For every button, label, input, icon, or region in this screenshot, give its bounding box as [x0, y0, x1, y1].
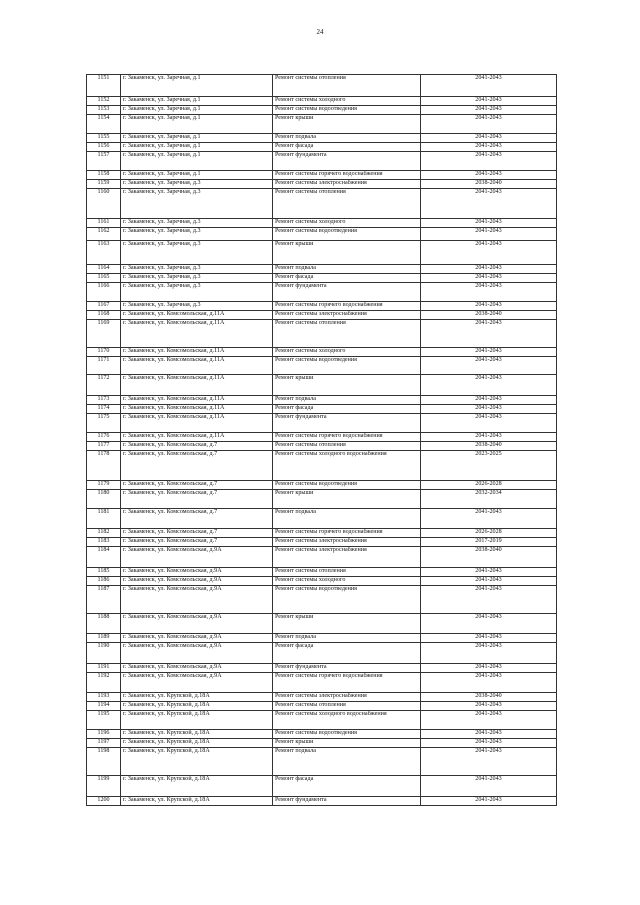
row-number-cell: 1189: [87, 634, 121, 643]
work-type-cell: Ремонт фасада: [273, 274, 421, 283]
address-cell: г. Закаменск, ул. Комсомольская, д.9А: [121, 577, 273, 586]
years-cell: 2041-2043: [421, 283, 557, 302]
work-type-cell: Ремонт системы горячего водоснабжения: [273, 433, 421, 442]
work-type-cell: Ремонт фасада: [273, 643, 421, 664]
table-row: [87, 451, 557, 481]
table-row: [87, 433, 557, 442]
row-number-cell: 1171: [87, 357, 121, 375]
table-row: [87, 115, 557, 134]
table-row: [87, 180, 557, 189]
work-type-cell: Ремонт фасада: [273, 776, 421, 797]
years-cell: 2041-2043: [421, 75, 557, 97]
address-cell: г. Закаменск, ул. Заречная, д.3: [121, 265, 273, 274]
work-type-cell: Ремонт системы отопления: [273, 320, 421, 348]
work-type-cell: Ремонт системы электроснабжения: [273, 693, 421, 702]
row-number-cell: 1186: [87, 577, 121, 586]
table-row: [87, 274, 557, 283]
work-type-cell: Ремонт крыши: [273, 614, 421, 634]
years-cell: 2038-2040: [421, 180, 557, 189]
years-cell: 2041-2043: [421, 634, 557, 643]
row-number-cell: 1163: [87, 241, 121, 265]
table-row: [87, 219, 557, 228]
years-cell: 2041-2043: [421, 106, 557, 115]
table-row: [87, 776, 557, 797]
address-cell: г. Закаменск, ул. Комсомольская, д.7: [121, 442, 273, 451]
years-cell: 2041-2043: [421, 241, 557, 265]
address-cell: г. Закаменск, ул. Комсомольская, д.7: [121, 509, 273, 529]
row-number-cell: 1156: [87, 143, 121, 152]
row-number-cell: 1166: [87, 283, 121, 302]
work-type-cell: Ремонт крыши: [273, 241, 421, 265]
work-type-cell: Ремонт подвала: [273, 634, 421, 643]
address-cell: г. Закаменск, ул. Заречная, д.3: [121, 302, 273, 311]
row-number-cell: 1183: [87, 538, 121, 547]
address-cell: г. Закаменск, ул. Комсомольская, д.9А: [121, 568, 273, 577]
work-type-cell: Ремонт системы водоотведения: [273, 586, 421, 614]
row-number-cell: 1187: [87, 586, 121, 614]
row-number-cell: 1178: [87, 451, 121, 481]
row-number-cell: 1170: [87, 348, 121, 357]
table-row: [87, 134, 557, 143]
years-cell: 2041-2043: [421, 375, 557, 396]
work-type-cell: Ремонт системы водоотведения: [273, 106, 421, 115]
table-row: [87, 547, 557, 568]
years-cell: 2017-2019: [421, 538, 557, 547]
row-number-cell: 1188: [87, 614, 121, 634]
table-row: [87, 171, 557, 180]
address-cell: г. Закаменск, ул. Комсомольская, д.11А: [121, 414, 273, 433]
table-row: [87, 586, 557, 614]
address-cell: г. Закаменск, ул. Комсомольская, д.11А: [121, 357, 273, 375]
table-row: [87, 265, 557, 274]
address-cell: г. Закаменск, ул. Комсомольская, д.11А: [121, 311, 273, 320]
table-row: [87, 702, 557, 711]
years-cell: 2041-2043: [421, 152, 557, 171]
table-row: [87, 577, 557, 586]
table-row: [87, 75, 557, 97]
address-cell: г. Закаменск, ул. Заречная, д.1: [121, 152, 273, 171]
years-cell: 2041-2043: [421, 433, 557, 442]
row-number-cell: 1179: [87, 481, 121, 490]
years-cell: 2026-2028: [421, 529, 557, 538]
years-cell: 2041-2043: [421, 414, 557, 433]
years-cell: 2041-2043: [421, 134, 557, 143]
address-cell: г. Закаменск, ул. Комсомольская, д.11А: [121, 348, 273, 357]
work-type-cell: Ремонт системы электроснабжения: [273, 311, 421, 320]
address-cell: г. Закаменск, ул. Комсомольская, д.9А: [121, 673, 273, 693]
years-cell: 2041-2043: [421, 219, 557, 228]
years-cell: 2038-2040: [421, 547, 557, 568]
address-cell: г. Закаменск, ул. Комсомольская, д.7: [121, 538, 273, 547]
row-number-cell: 1177: [87, 442, 121, 451]
address-cell: г. Закаменск, ул. Заречная, д.1: [121, 97, 273, 106]
work-type-cell: Ремонт системы отопления: [273, 189, 421, 219]
address-cell: г. Закаменск, ул. Заречная, д.1: [121, 75, 273, 97]
address-cell: г. Закаменск, ул. Заречная, д.3: [121, 189, 273, 219]
row-number-cell: 1159: [87, 180, 121, 189]
table-row: [87, 302, 557, 311]
work-type-cell: Ремонт системы горячего водоснабжения: [273, 529, 421, 538]
work-type-cell: Ремонт крыши: [273, 739, 421, 748]
work-type-cell: Ремонт системы холодного водоснабжения: [273, 711, 421, 730]
address-cell: г. Закаменск, ул. Заречная, д.3: [121, 241, 273, 265]
work-type-cell: Ремонт фундамента: [273, 664, 421, 673]
address-cell: г. Закаменск, ул. Заречная, д.3: [121, 274, 273, 283]
work-type-cell: Ремонт системы холодного водоснабжения: [273, 451, 421, 481]
table-row: [87, 643, 557, 664]
table-row: [87, 739, 557, 748]
row-number-cell: 1198: [87, 748, 121, 776]
table-row: [87, 509, 557, 529]
table-row: [87, 481, 557, 490]
years-cell: 2041-2043: [421, 396, 557, 405]
row-number-cell: 1154: [87, 115, 121, 134]
years-cell: 2026-2028: [421, 481, 557, 490]
repair-schedule-table: [86, 74, 557, 806]
address-cell: г. Закаменск, ул. Крупской, д.18А: [121, 797, 273, 806]
row-number-cell: 1172: [87, 375, 121, 396]
address-cell: г. Закаменск, ул. Заречная, д.1: [121, 171, 273, 180]
table-row: [87, 143, 557, 152]
table-row: [87, 357, 557, 375]
years-cell: 2041-2043: [421, 614, 557, 634]
address-cell: г. Закаменск, ул. Комсомольская, д.9А: [121, 634, 273, 643]
table-row: [87, 375, 557, 396]
row-number-cell: 1161: [87, 219, 121, 228]
row-number-cell: 1184: [87, 547, 121, 568]
address-cell: г. Закаменск, ул. Комсомольская, д.11А: [121, 320, 273, 348]
work-type-cell: Ремонт системы холодного: [273, 577, 421, 586]
work-type-cell: Ремонт фундамента: [273, 797, 421, 806]
row-number-cell: 1155: [87, 134, 121, 143]
table-row: [87, 311, 557, 320]
row-number-cell: 1191: [87, 664, 121, 673]
table-row: [87, 614, 557, 634]
address-cell: г. Закаменск, ул. Комсомольская, д.7: [121, 529, 273, 538]
table-row: [87, 568, 557, 577]
row-number-cell: 1185: [87, 568, 121, 577]
years-cell: 2041-2043: [421, 274, 557, 283]
years-cell: 2041-2043: [421, 586, 557, 614]
address-cell: г. Закаменск, ул. Комсомольская, д.11А: [121, 396, 273, 405]
years-cell: 2041-2043: [421, 643, 557, 664]
work-type-cell: Ремонт подвала: [273, 134, 421, 143]
table-row: [87, 730, 557, 739]
row-number-cell: 1199: [87, 776, 121, 797]
work-type-cell: Ремонт системы водоотведения: [273, 357, 421, 375]
work-type-cell: Ремонт подвала: [273, 396, 421, 405]
row-number-cell: 1165: [87, 274, 121, 283]
address-cell: г. Закаменск, ул. Комсомольская, д.11А: [121, 433, 273, 442]
table-row: [87, 414, 557, 433]
row-number-cell: 1176: [87, 433, 121, 442]
work-type-cell: Ремонт фундамента: [273, 152, 421, 171]
address-cell: г. Закаменск, ул. Крупской, д.18А: [121, 711, 273, 730]
row-number-cell: 1194: [87, 702, 121, 711]
table-row: [87, 348, 557, 357]
row-number-cell: 1193: [87, 693, 121, 702]
work-type-cell: Ремонт крыши: [273, 490, 421, 509]
address-cell: г. Закаменск, ул. Комсомольская, д.9А: [121, 614, 273, 634]
work-type-cell: Ремонт подвала: [273, 509, 421, 529]
address-cell: г. Закаменск, ул. Комсомольская, д.9А: [121, 547, 273, 568]
table-row: [87, 283, 557, 302]
address-cell: г. Закаменск, ул. Крупской, д.18А: [121, 776, 273, 797]
table-row: [87, 189, 557, 219]
row-number-cell: 1180: [87, 490, 121, 509]
row-number-cell: 1168: [87, 311, 121, 320]
table-row: [87, 711, 557, 730]
table-row: [87, 673, 557, 693]
address-cell: г. Закаменск, ул. Заречная, д.1: [121, 143, 273, 152]
table-row: [87, 396, 557, 405]
years-cell: 2041-2043: [421, 797, 557, 806]
work-type-cell: Ремонт фасада: [273, 143, 421, 152]
row-number-cell: 1195: [87, 711, 121, 730]
years-cell: 2041-2043: [421, 776, 557, 797]
row-number-cell: 1167: [87, 302, 121, 311]
work-type-cell: Ремонт системы электроснабжения: [273, 180, 421, 189]
address-cell: г. Закаменск, ул. Комсомольская, д.9А: [121, 664, 273, 673]
address-cell: г. Закаменск, ул. Заречная, д.1: [121, 115, 273, 134]
address-cell: г. Закаменск, ул. Заречная, д.1: [121, 106, 273, 115]
work-type-cell: Ремонт системы отопления: [273, 442, 421, 451]
row-number-cell: 1190: [87, 643, 121, 664]
table-row: [87, 634, 557, 643]
address-cell: г. Закаменск, ул. Крупской, д.18А: [121, 702, 273, 711]
row-number-cell: 1196: [87, 730, 121, 739]
address-cell: г. Закаменск, ул. Комсомольская, д.9А: [121, 586, 273, 614]
work-type-cell: Ремонт системы холодного: [273, 348, 421, 357]
work-type-cell: Ремонт фасада: [273, 405, 421, 414]
table-row: [87, 97, 557, 106]
address-cell: г. Закаменск, ул. Крупской, д.18А: [121, 693, 273, 702]
years-cell: 2041-2043: [421, 405, 557, 414]
table-body: [87, 75, 557, 806]
row-number-cell: 1175: [87, 414, 121, 433]
years-cell: 2041-2043: [421, 673, 557, 693]
table-row: [87, 490, 557, 509]
years-cell: 2038-2040: [421, 693, 557, 702]
address-cell: г. Закаменск, ул. Заречная, д.3: [121, 219, 273, 228]
page-number: 24: [316, 28, 324, 36]
years-cell: 2041-2043: [421, 171, 557, 180]
row-number-cell: 1192: [87, 673, 121, 693]
work-type-cell: Ремонт системы электроснабжения: [273, 538, 421, 547]
address-cell: г. Закаменск, ул. Комсомольская, д.7: [121, 451, 273, 481]
row-number-cell: 1181: [87, 509, 121, 529]
table-row: [87, 693, 557, 702]
years-cell: 2041-2043: [421, 348, 557, 357]
table-row: [87, 538, 557, 547]
row-number-cell: 1174: [87, 405, 121, 414]
address-cell: г. Закаменск, ул. Заречная, д.3: [121, 228, 273, 241]
years-cell: 2041-2043: [421, 748, 557, 776]
table-row: [87, 529, 557, 538]
table-row: [87, 320, 557, 348]
row-number-cell: 1173: [87, 396, 121, 405]
row-number-cell: 1158: [87, 171, 121, 180]
years-cell: 2041-2043: [421, 143, 557, 152]
years-cell: 2038-2040: [421, 311, 557, 320]
work-type-cell: Ремонт подвала: [273, 265, 421, 274]
row-number-cell: 1164: [87, 265, 121, 274]
table-row: [87, 797, 557, 806]
work-type-cell: Ремонт подвала: [273, 748, 421, 776]
work-type-cell: Ремонт крыши: [273, 115, 421, 134]
years-cell: 2041-2043: [421, 302, 557, 311]
address-cell: г. Закаменск, ул. Крупской, д.18А: [121, 739, 273, 748]
address-cell: г. Закаменск, ул. Комсомольская, д.11А: [121, 375, 273, 396]
years-cell: 2041-2043: [421, 357, 557, 375]
years-cell: 2041-2043: [421, 509, 557, 529]
years-cell: 2041-2043: [421, 189, 557, 219]
years-cell: 2041-2043: [421, 568, 557, 577]
work-type-cell: Ремонт системы водоотведения: [273, 730, 421, 739]
work-type-cell: Ремонт системы холодного: [273, 219, 421, 228]
row-number-cell: 1162: [87, 228, 121, 241]
row-number-cell: 1157: [87, 152, 121, 171]
address-cell: г. Закаменск, ул. Крупской, д.18А: [121, 748, 273, 776]
years-cell: 2041-2043: [421, 730, 557, 739]
table-row: [87, 152, 557, 171]
work-type-cell: Ремонт системы холодного: [273, 97, 421, 106]
row-number-cell: 1152: [87, 97, 121, 106]
work-type-cell: Ремонт фундамента: [273, 283, 421, 302]
years-cell: 2041-2043: [421, 320, 557, 348]
table-row: [87, 442, 557, 451]
work-type-cell: Ремонт системы отопления: [273, 568, 421, 577]
row-number-cell: 1153: [87, 106, 121, 115]
work-type-cell: Ремонт системы электроснабжения: [273, 547, 421, 568]
address-cell: г. Закаменск, ул. Заречная, д.3: [121, 283, 273, 302]
address-cell: г. Закаменск, ул. Комсомольская, д.7: [121, 481, 273, 490]
work-type-cell: Ремонт системы отопления: [273, 75, 421, 97]
work-type-cell: Ремонт системы отопления: [273, 702, 421, 711]
years-cell: 2041-2043: [421, 739, 557, 748]
row-number-cell: 1169: [87, 320, 121, 348]
address-cell: г. Закаменск, ул. Заречная, д.1: [121, 134, 273, 143]
table-row: [87, 664, 557, 673]
row-number-cell: 1160: [87, 189, 121, 219]
address-cell: г. Закаменск, ул. Заречная, д.3: [121, 180, 273, 189]
table-row: [87, 106, 557, 115]
years-cell: 2032-2034: [421, 490, 557, 509]
years-cell: 2041-2043: [421, 711, 557, 730]
years-cell: 2041-2043: [421, 97, 557, 106]
work-type-cell: Ремонт системы горячего водоснабжения: [273, 302, 421, 311]
table-row: [87, 241, 557, 265]
address-cell: г. Закаменск, ул. Комсомольская, д.11А: [121, 405, 273, 414]
address-cell: г. Закаменск, ул. Комсомольская, д.9А: [121, 643, 273, 664]
row-number-cell: 1151: [87, 75, 121, 97]
years-cell: 2041-2043: [421, 228, 557, 241]
years-cell: 2038-2040: [421, 442, 557, 451]
work-type-cell: Ремонт системы водоотведения: [273, 228, 421, 241]
years-cell: 2041-2043: [421, 115, 557, 134]
row-number-cell: 1200: [87, 797, 121, 806]
years-cell: 2041-2043: [421, 577, 557, 586]
table-row: [87, 228, 557, 241]
row-number-cell: 1182: [87, 529, 121, 538]
table-row: [87, 748, 557, 776]
years-cell: 2041-2043: [421, 265, 557, 274]
row-number-cell: 1197: [87, 739, 121, 748]
address-cell: г. Закаменск, ул. Крупской, д.18А: [121, 730, 273, 739]
years-cell: 2041-2043: [421, 702, 557, 711]
work-type-cell: Ремонт системы горячего водоснабжения: [273, 673, 421, 693]
work-type-cell: Ремонт фундамента: [273, 414, 421, 433]
work-type-cell: Ремонт крыши: [273, 375, 421, 396]
years-cell: 2023-2025: [421, 451, 557, 481]
work-type-cell: Ремонт системы водоотведения: [273, 481, 421, 490]
table-row: [87, 405, 557, 414]
years-cell: 2041-2043: [421, 664, 557, 673]
address-cell: г. Закаменск, ул. Комсомольская, д.7: [121, 490, 273, 509]
work-type-cell: Ремонт системы горячего водоснабжения: [273, 171, 421, 180]
